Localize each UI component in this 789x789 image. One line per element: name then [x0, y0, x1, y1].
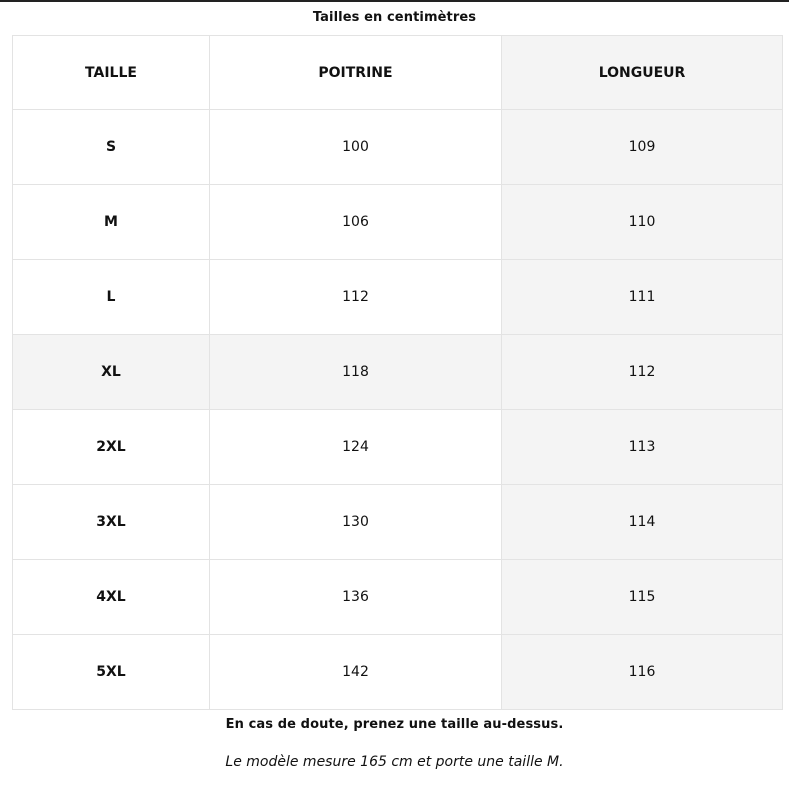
size-cell: 5XL [13, 635, 210, 710]
header-size: TAILLE [13, 36, 210, 110]
size-cell: 2XL [13, 410, 210, 485]
size-cell: 3XL [13, 485, 210, 560]
size-advice: En cas de doute, prenez une taille au-dessus. [225, 717, 564, 732]
length-cell: 110 [502, 185, 783, 260]
chest-cell: 136 [210, 560, 502, 635]
table-header-row [13, 36, 783, 110]
table-row [13, 410, 783, 485]
chest-cell: 118 [210, 335, 502, 410]
table-row [13, 260, 783, 335]
size-cell: XL [13, 335, 210, 410]
chest-cell: 112 [210, 260, 502, 335]
chest-cell: 124 [210, 410, 502, 485]
chest-cell: 130 [210, 485, 502, 560]
length-cell: 111 [502, 260, 783, 335]
top-divider [0, 0, 789, 2]
model-note: Le modèle mesure 165 cm et porte une taille M. [225, 754, 564, 770]
size-chart-table [12, 35, 783, 710]
length-cell: 115 [502, 560, 783, 635]
size-cell: L [13, 260, 210, 335]
header-length: LONGUEUR [502, 36, 783, 110]
length-cell: 116 [502, 635, 783, 710]
size-cell: S [13, 110, 210, 185]
table-row [13, 185, 783, 260]
table-row [13, 635, 783, 710]
chest-cell: 142 [210, 635, 502, 710]
length-cell: 113 [502, 410, 783, 485]
table-row [13, 560, 783, 635]
header-chest: POITRINE [210, 36, 502, 110]
length-cell: 112 [502, 335, 783, 410]
size-cell: 4XL [13, 560, 210, 635]
table-row [13, 110, 783, 185]
size-cell: M [13, 185, 210, 260]
length-cell: 114 [502, 485, 783, 560]
chest-cell: 100 [210, 110, 502, 185]
table-row [13, 485, 783, 560]
length-cell: 109 [502, 110, 783, 185]
table-row [13, 335, 783, 410]
chest-cell: 106 [210, 185, 502, 260]
table-title: Tailles en centimètres [312, 10, 477, 25]
